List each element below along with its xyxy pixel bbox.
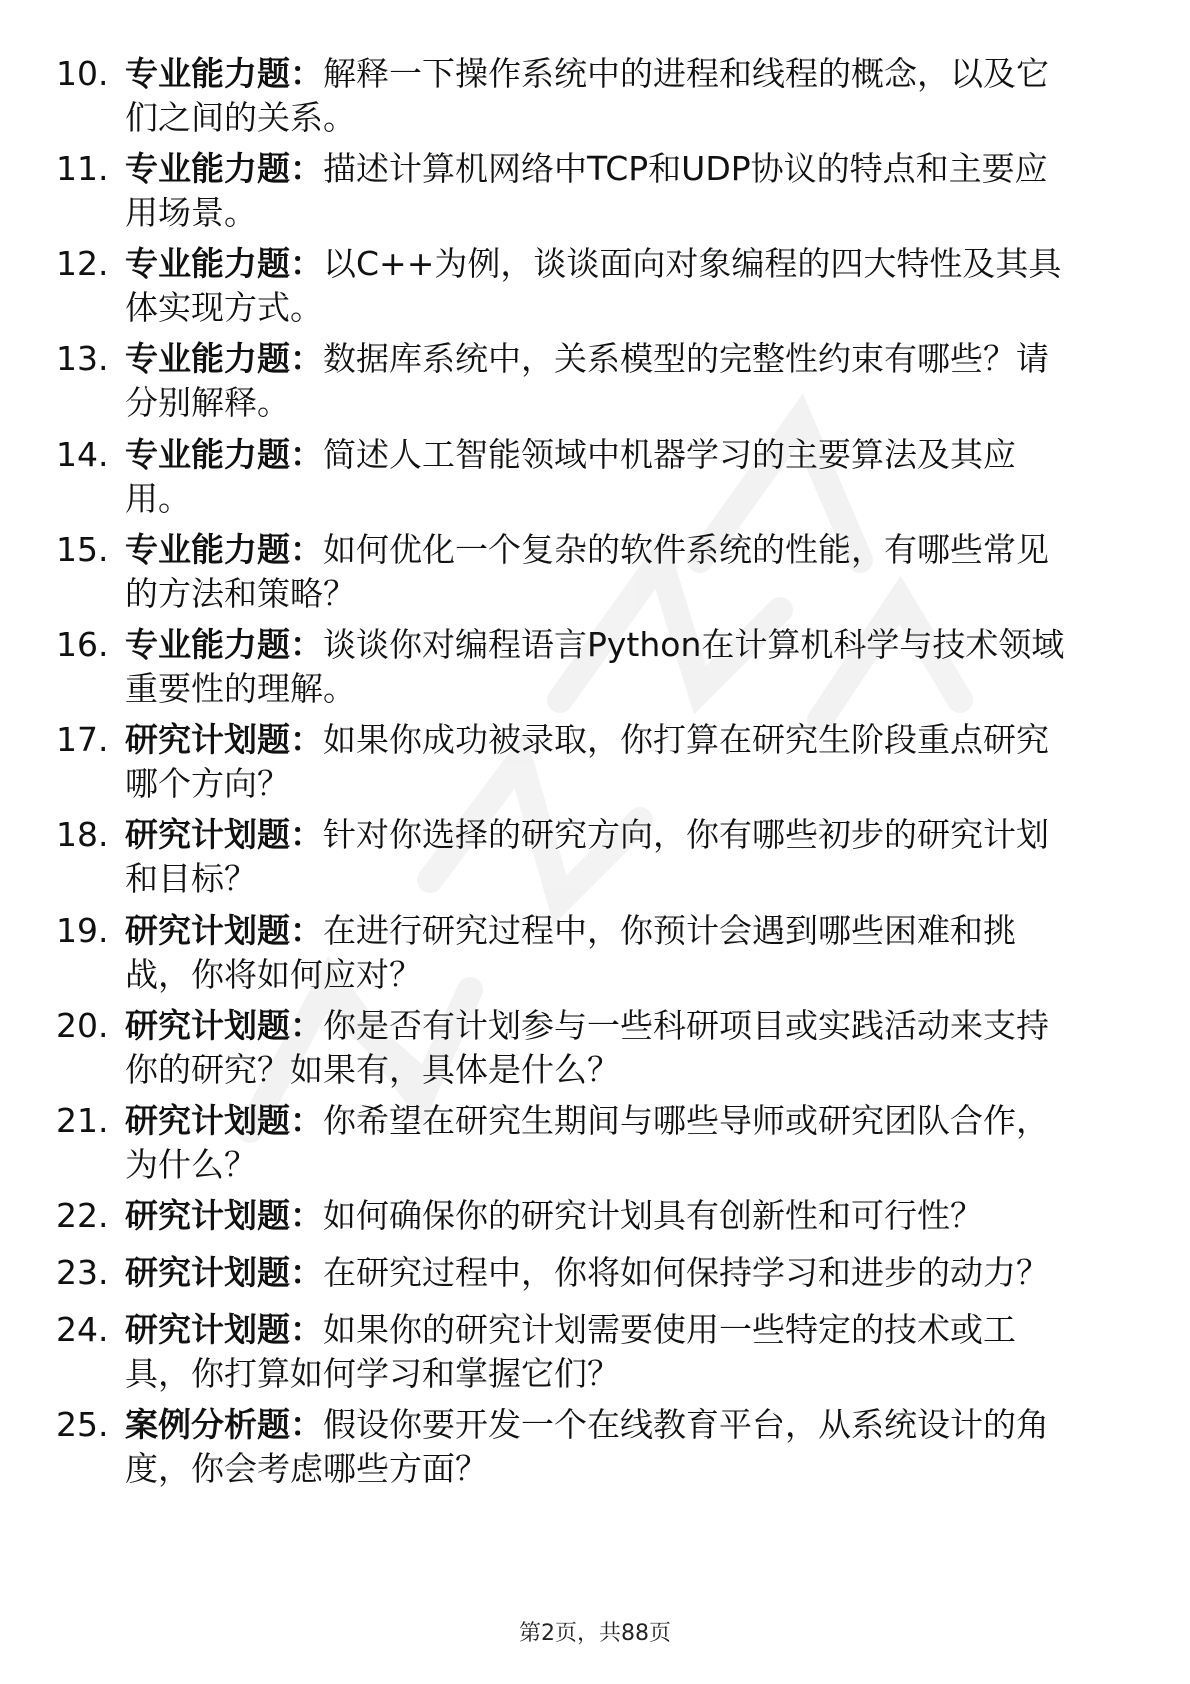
question-body	[125, 813, 1125, 901]
question-body	[125, 718, 1125, 806]
question-text-line2: 用。	[125, 479, 191, 518]
question-text-line2: 具，你打算如何学习和掌握它们？	[125, 1354, 620, 1393]
question-text-line1: 如果你成功被录取，你打算在研究生阶段重点研究	[323, 720, 1049, 759]
question-category: 专业能力题：	[125, 339, 323, 378]
page-number-label: 第2页，共88页	[519, 1621, 671, 1646]
question-body	[125, 909, 1125, 997]
question-number: 14.	[56, 435, 109, 474]
question-text-line1: 谈谈你对编程语言Python在计算机科学与技术领域	[323, 625, 1065, 664]
question-body	[125, 1251, 1125, 1295]
question-body	[125, 1099, 1125, 1187]
question-number: 19.	[56, 911, 109, 950]
question-text-line2: 为什么？	[125, 1145, 257, 1184]
question-text-line2: 分别解释。	[125, 383, 290, 422]
question-number: 21.	[56, 1101, 109, 1140]
question-text-line2: 哪个方向？	[125, 764, 290, 803]
question-body	[125, 1194, 1125, 1238]
question-text-line2: 体实现方式。	[125, 288, 323, 327]
question-number: 22.	[56, 1196, 109, 1235]
question-category: 专业能力题：	[125, 435, 323, 474]
question-number: 10.	[56, 54, 109, 93]
question-text-line1: 你是否有计划参与一些科研项目或实践活动来支持	[323, 1006, 1049, 1045]
question-category: 研究计划题：	[125, 1253, 323, 1292]
question-number: 23.	[56, 1253, 109, 1292]
question-text-line1: 简述人工智能领域中机器学习的主要算法及其应	[323, 435, 1016, 474]
question-category: 专业能力题：	[125, 530, 323, 569]
question-text-line2: 重要性的理解。	[125, 669, 356, 708]
question-number: 25.	[56, 1405, 109, 1444]
question-text-line1: 解释一下操作系统中的进程和线程的概念，以及它	[323, 54, 1049, 93]
question-category: 研究计划题：	[125, 1310, 323, 1349]
question-text-line2: 战，你将如何应对？	[125, 955, 422, 994]
question-text-line1: 以C++为例，谈谈面向对象编程的四大特性及其具	[323, 244, 1062, 283]
page-footer	[0, 1620, 1190, 1648]
question-body	[125, 337, 1125, 425]
question-body	[125, 1403, 1125, 1491]
question-category: 案例分析题：	[125, 1405, 323, 1444]
question-body	[125, 433, 1125, 521]
question-number: 20.	[56, 1006, 109, 1045]
question-number: 16.	[56, 625, 109, 664]
question-text-line1: 针对你选择的研究方向，你有哪些初步的研究计划	[323, 815, 1049, 854]
question-body	[125, 147, 1125, 235]
question-body	[125, 242, 1125, 330]
question-category: 专业能力题：	[125, 149, 323, 188]
question-text-line1: 数据库系统中，关系模型的完整性约束有哪些？请	[323, 339, 1049, 378]
question-text-line1: 假设你要开发一个在线教育平台，从系统设计的角	[323, 1405, 1049, 1444]
question-category: 研究计划题：	[125, 1006, 323, 1045]
question-text-line2: 你的研究？如果有，具体是什么？	[125, 1050, 620, 1089]
question-text-line1: 描述计算机网络中TCP和UDP协议的特点和主要应	[323, 149, 1048, 188]
question-category: 研究计划题：	[125, 1196, 323, 1235]
question-number: 12.	[56, 244, 109, 283]
question-category: 研究计划题：	[125, 1101, 323, 1140]
question-text-line2: 们之间的关系。	[125, 98, 356, 137]
question-category: 专业能力题：	[125, 54, 323, 93]
question-text-line2: 用场景。	[125, 193, 257, 232]
question-category: 研究计划题：	[125, 815, 323, 854]
question-category: 研究计划题：	[125, 720, 323, 759]
question-number: 13.	[56, 339, 109, 378]
question-body	[125, 1004, 1125, 1092]
question-text-line2: 和目标？	[125, 859, 257, 898]
question-body	[125, 623, 1125, 711]
question-body	[125, 528, 1125, 616]
question-body	[125, 1308, 1125, 1396]
question-number: 18.	[56, 815, 109, 854]
question-number: 15.	[56, 530, 109, 569]
question-number: 24.	[56, 1310, 109, 1349]
question-number: 11.	[56, 149, 109, 188]
question-text-line2: 的方法和策略？	[125, 574, 356, 613]
question-text-line1: 如何确保你的研究计划具有创新性和可行性？	[323, 1196, 983, 1235]
question-category: 专业能力题：	[125, 244, 323, 283]
question-text-line1: 如何优化一个复杂的软件系统的性能，有哪些常见	[323, 530, 1049, 569]
question-text-line1: 你希望在研究生期间与哪些导师或研究团队合作，	[323, 1101, 1049, 1140]
question-text-line2: 度，你会考虑哪些方面？	[125, 1449, 488, 1488]
question-text-line1: 在进行研究过程中，你预计会遇到哪些困难和挑	[323, 911, 1016, 950]
question-number: 17.	[56, 720, 109, 759]
question-category: 专业能力题：	[125, 625, 323, 664]
question-text-line1: 在研究过程中，你将如何保持学习和进步的动力？	[323, 1253, 1049, 1292]
question-category: 研究计划题：	[125, 911, 323, 950]
question-body	[125, 52, 1125, 140]
question-text-line1: 如果你的研究计划需要使用一些特定的技术或工	[323, 1310, 1016, 1349]
